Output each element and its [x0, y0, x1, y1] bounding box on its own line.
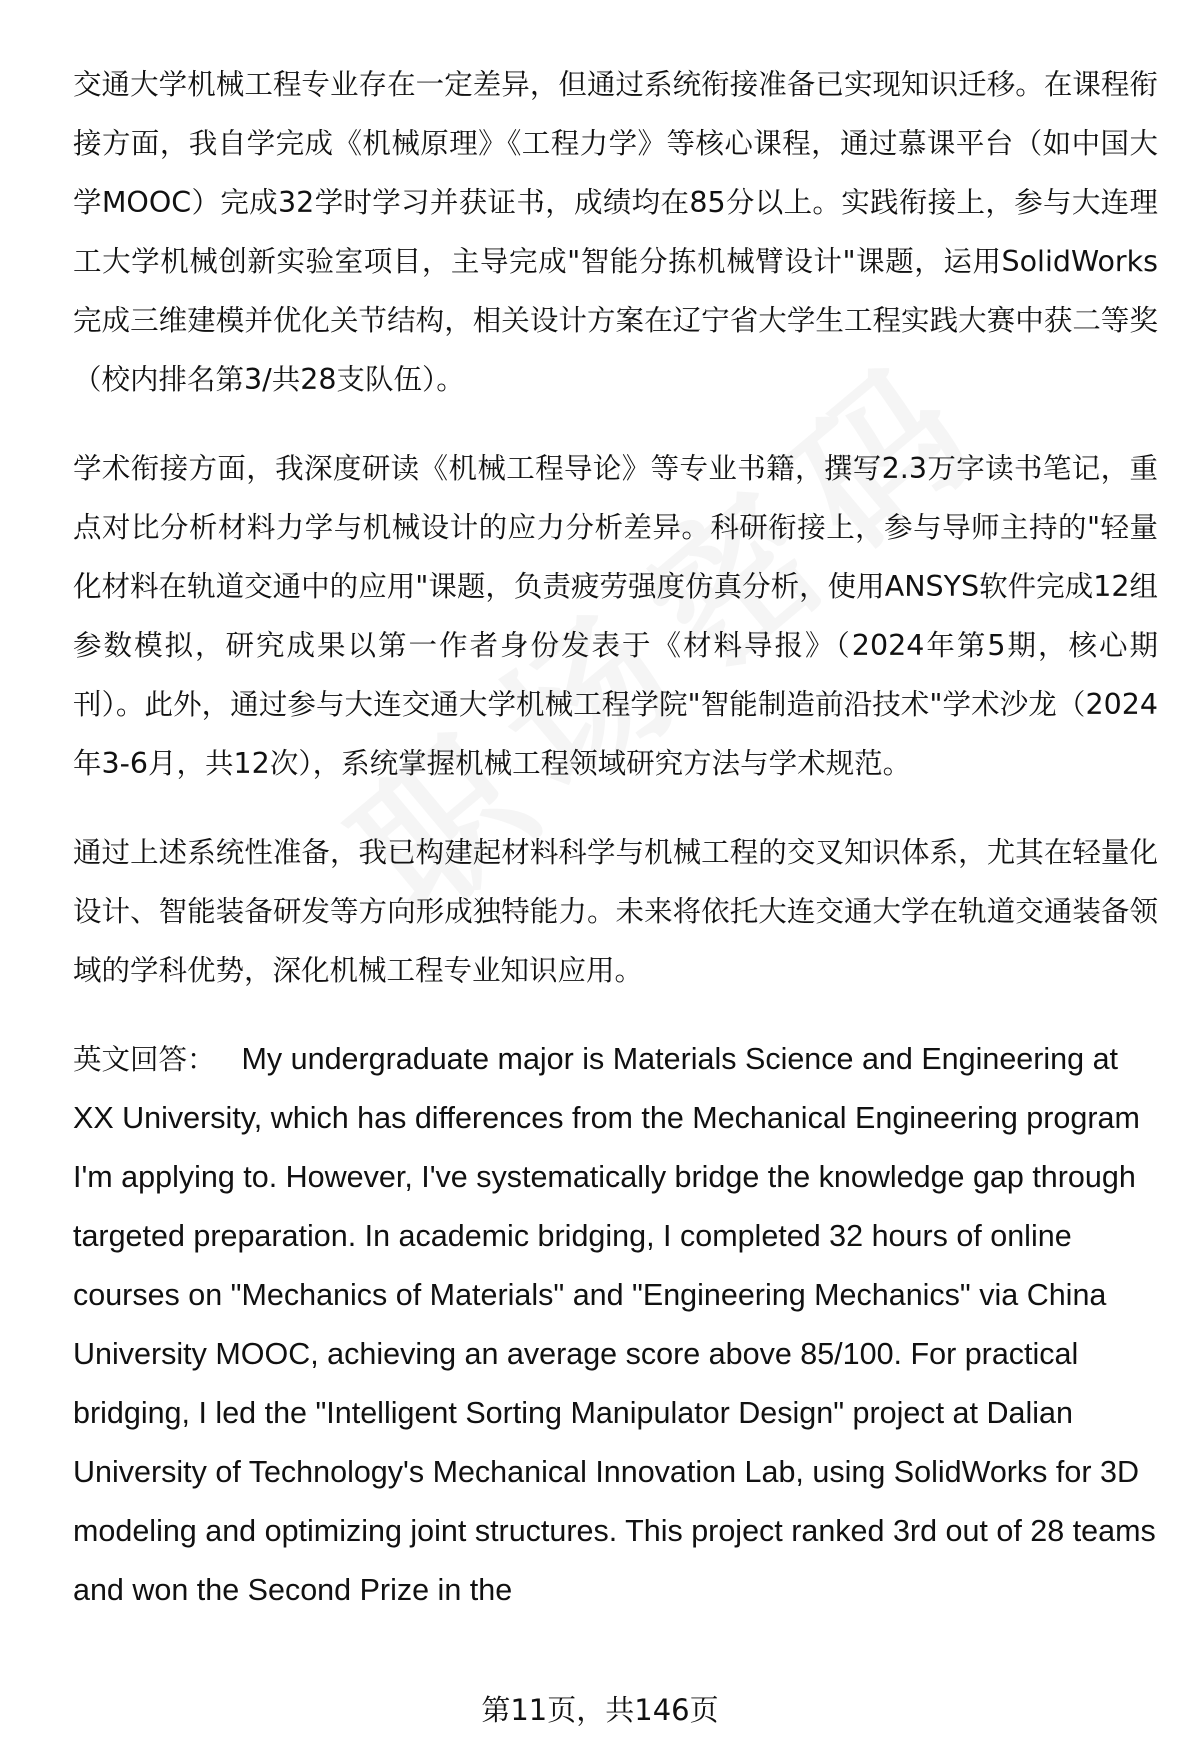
paragraph-1: 交通大学机械工程专业存在一定差异，但通过系统衔接准备已实现知识迁移。在课程衔接方面，我自学完成《机械原理》《工程力学》等核心课程，通过慕课平台（如中国大学MOOC）完成32学时学习并获证书，成绩均在85分以上。实践衔接上，参与大连理工大学机械创新实验室项目，主导完成"智能分拣机械臂设计"课题，运用SolidWorks完成三维建模并优化关节结构，相关设计方案在辽宁省大学生工程实践大赛中获二等奖（校内排名第3/共28支队伍）。 [73, 68, 1158, 396]
english-answer-text: My undergraduate major is Materials Science and Engineering at XX University, which has differences from the Mechanical Engineering program I'm applying to. However, I've systematically bridge the knowledge gap through targeted preparation. In academic bridging, I completed 32 hours of online courses on "Mechanics of Materials" and "Engineering Mechanics" via China University MOOC, achieving an average score above 85/100. For practical bridging, I led the "Intelligent Sorting Manipulator Design" project at Dalian University of Technology's Mechanical Innovation Lab, using SolidWorks for 3D modeling and optimizing joint structures. This project ranked 3rd out of 28 teams and won the Second Prize in the [73, 1042, 1156, 1607]
english-answer-paragraph [73, 1030, 1158, 1620]
paragraph-3: 通过上述系统性准备，我已构建起材料科学与机械工程的交叉知识体系，尤其在轻量化设计、智能装备研发等方向形成独特能力。未来将依托大连交通大学在轨道交通装备领域的学科优势，深化机械工程专业知识应用。 [73, 836, 1158, 987]
document-body [73, 55, 1158, 1620]
english-answer-label: 英文回答： [73, 1043, 216, 1076]
paragraph-2: 学术衔接方面，我深度研读《机械工程导论》等专业书籍，撰写2.3万字读书笔记，重点对比分析材料力学与机械设计的应力分析差异。科研衔接上，参与导师主持的"轻量化材料在轨道交通中的应用"课题，负责疲劳强度仿真分析，使用ANSYS软件完成12组参数模拟，研究成果以第一作者身份发表于《材料导报》（2024年第5期，核心期刊）。此外，通过参与大连交通大学机械工程学院"智能制造前沿技术"学术沙龙（2024年3-6月，共12次），系统掌握机械工程领域研究方法与学术规范。 [73, 452, 1158, 780]
page-number-footer: 第11页，共146页 [481, 1693, 719, 1727]
